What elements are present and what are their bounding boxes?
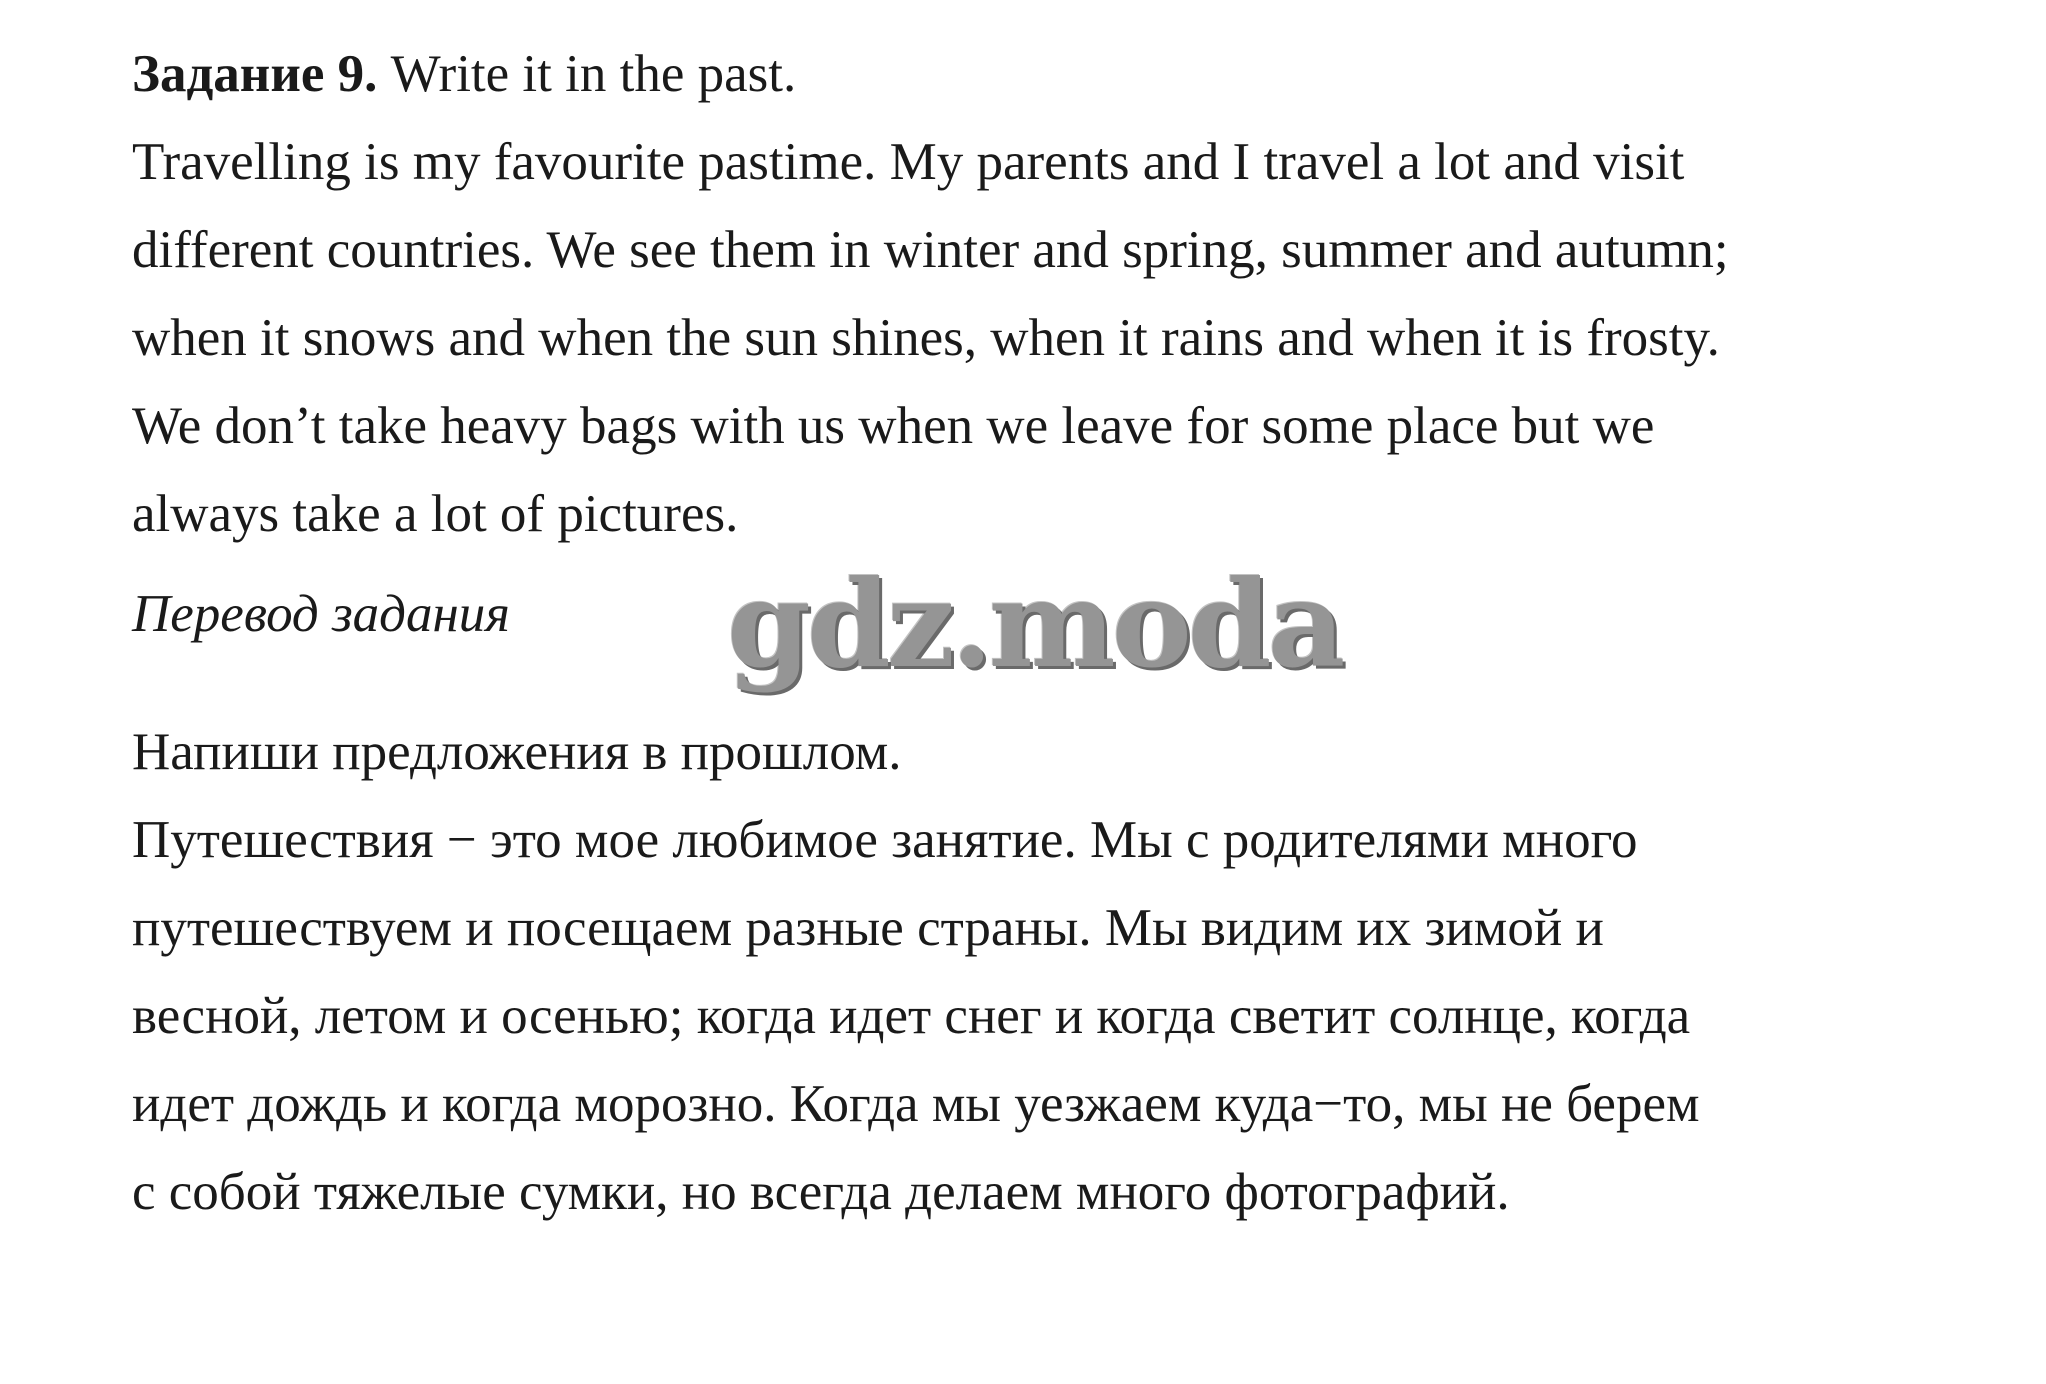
- english-line: Travelling is my favourite pastime. My parents and I travel a lot and visit: [132, 133, 1685, 191]
- english-line: different countries. We see them in winter and spring, summer and autumn;: [132, 221, 1729, 279]
- translation-heading: Перевод задания: [132, 585, 510, 643]
- translation-line: весной, летом и осенью; когда идет снег и когда светит солнце, когда: [132, 987, 1691, 1045]
- watermark-logo: gdz.moda: [727, 554, 1342, 695]
- english-line: always take a lot of pictures.: [132, 485, 739, 543]
- translation-header: [132, 554, 1932, 708]
- translation-text: [132, 708, 1932, 1236]
- english-line: when it snows and when the sun shines, when it rains and when it is frosty.: [132, 309, 1720, 367]
- task-instruction: Write it in the past.: [390, 45, 797, 103]
- english-line: We don’t take heavy bags with us when we leave for some place but we: [132, 397, 1655, 455]
- document-page: [132, 30, 1932, 1236]
- task-label: Задание 9.: [132, 45, 378, 103]
- translation-line: Путешествия − это мое любимое занятие. Мы с родителями много: [132, 811, 1638, 869]
- translation-line: идет дождь и когда морозно. Когда мы уезжаем куда−то, мы не берем: [132, 1075, 1700, 1133]
- translation-instruction: Напиши предложения в прошлом.: [132, 723, 902, 781]
- english-text: [132, 118, 1932, 558]
- translation-line: путешествуем и посещаем разные страны. Мы видим их зимой и: [132, 899, 1604, 957]
- task-title: [132, 30, 1932, 118]
- translation-line: с собой тяжелые сумки, но всегда делаем много фотографий.: [132, 1163, 1510, 1221]
